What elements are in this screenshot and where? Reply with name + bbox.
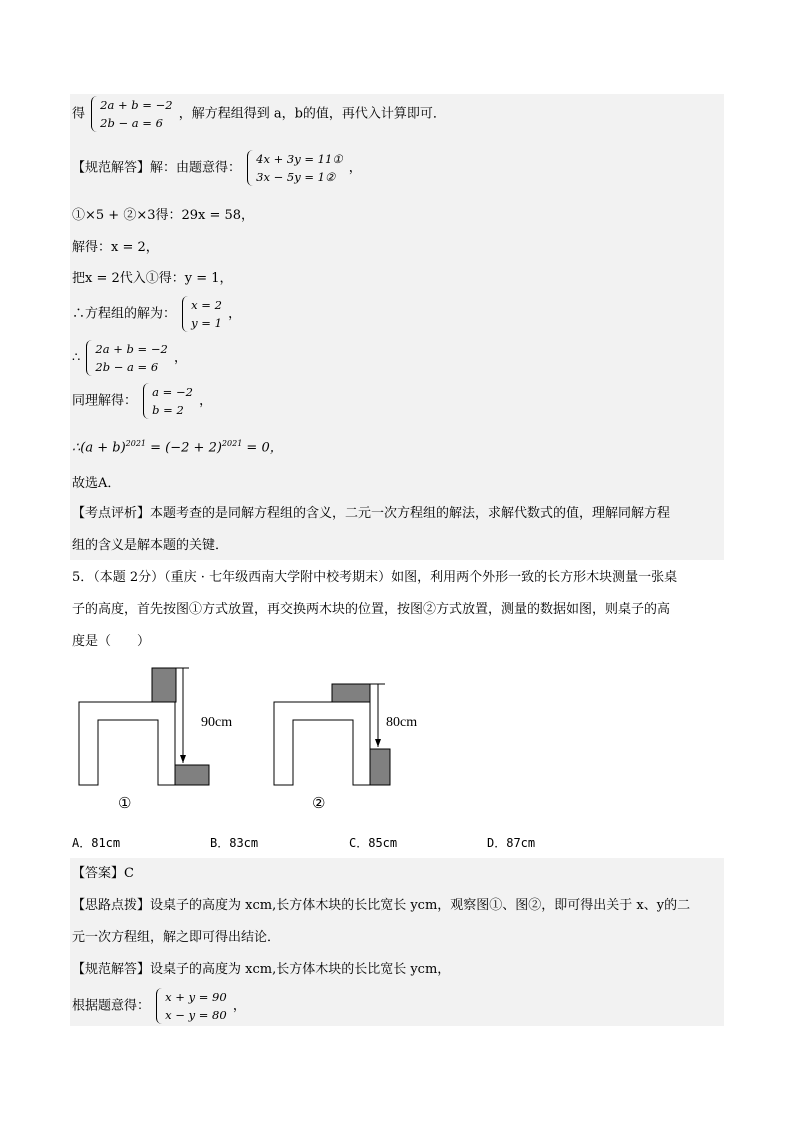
step5-after: ， [173,350,187,366]
step5-text: ∴ [72,350,81,366]
block-1-flat [175,765,209,785]
eq-row: a = −2 [152,385,193,399]
measure-label-2: 80cm [386,715,418,730]
answer-line: 【答案】C [72,866,134,881]
line1-prefix: 得 [72,106,86,122]
step-2: 解得：x = 2， [72,240,159,255]
arrow-head [375,739,381,747]
block-2-upright [370,749,390,785]
hint-line-2: 元一次方程组，解之即可得出结论． [72,930,281,945]
option-d: D．87cm [487,836,536,850]
step7-exponent: 2021 [125,439,147,448]
step-3: 把x = 2代入①得：y = 1， [72,271,233,286]
review-line-2: 组的含义是解本题的关键． [72,538,229,553]
eq-row: 3x − 5y = 1② [256,170,336,184]
step4-text: ∴方程组的解为： [72,306,177,322]
eq-row: x + y = 90 [165,990,227,1004]
solution2-system-line [72,988,246,1024]
measure-label-1: 90cm [201,715,233,730]
eq-row: b = 2 [152,403,184,417]
block-2-flat [332,684,370,702]
eq-row: x − y = 80 [165,1008,227,1022]
step-8: 故选A． [72,476,121,491]
step6-text: 同理解得： [72,393,138,409]
eq-row: y = 1 [191,316,222,330]
step7-mid: = (−2 + 2) [146,440,222,456]
question-5-line-2: 子的高度，首先按图①方式放置，再交换两木块的位置，按图②方式放置，测量的数据如图，则桌子的高 [72,602,671,617]
figure-caption-2: ② [312,796,326,812]
step-1: ①×5 + ②×3得：29x = 58， [72,208,255,223]
solution-tag: 【规范解答】 [72,160,151,176]
equation-system-6 [156,988,227,1024]
option-c: C．85cm [349,836,398,850]
step7-tail: = 0， [242,440,283,456]
solution2-text: 根据题意得： [72,998,151,1014]
step7-exponent-2: 2021 [221,439,243,448]
solution2-after: ， [232,998,246,1014]
line1-text: ，解方程组得到 a，b的值，再代入计算即可． [178,106,446,122]
option-a: A．81cm [72,836,121,850]
eq-row: x = 2 [191,298,222,312]
review-line-1: 【考点评析】本题考查的是同解方程组的含义，二元一次方程组的解法，求解代数式的值，理解同解方程 [72,506,671,521]
eq-row: 2a + b = −2 [100,98,173,112]
option-b: B．83cm [210,836,259,850]
brace [156,988,163,1024]
hint-line-1: 【思路点拨】设桌子的高度为 xcm,长方体木块的长比宽长 ycm，观察图①、图②，即可得出关于 x、y的二 [72,898,691,913]
question-5-line-1: 5．（本题 2分）（重庆 · 七年级西南大学附中校考期末）如图，利用两个外形一致的长方形木块测量一张桌 [72,570,678,585]
block-1-upright [152,668,176,702]
step6-after: ， [199,393,213,409]
step4-after: ， [228,306,242,322]
arrow-head [180,755,186,763]
question-5-line-3: 度是（ ） [72,634,151,649]
table-2 [274,702,370,785]
figure-caption-1: ① [118,796,132,812]
eq-row: 2b − a = 6 [100,116,163,130]
solution2-line-1: 【规范解答】设桌子的高度为 xcm,长方体木块的长比宽长 ycm， [72,962,451,977]
solution-intro: 解：由题意得： [150,160,242,176]
solution-after: ， [348,160,362,176]
step7-lead: ∴(a + b) [72,440,126,456]
eq-row: 2a + b = −2 [95,342,168,356]
table-1 [79,702,175,785]
eq-row: 4x + 3y = 11① [256,152,343,166]
eq-row: 2b − a = 6 [95,360,159,374]
